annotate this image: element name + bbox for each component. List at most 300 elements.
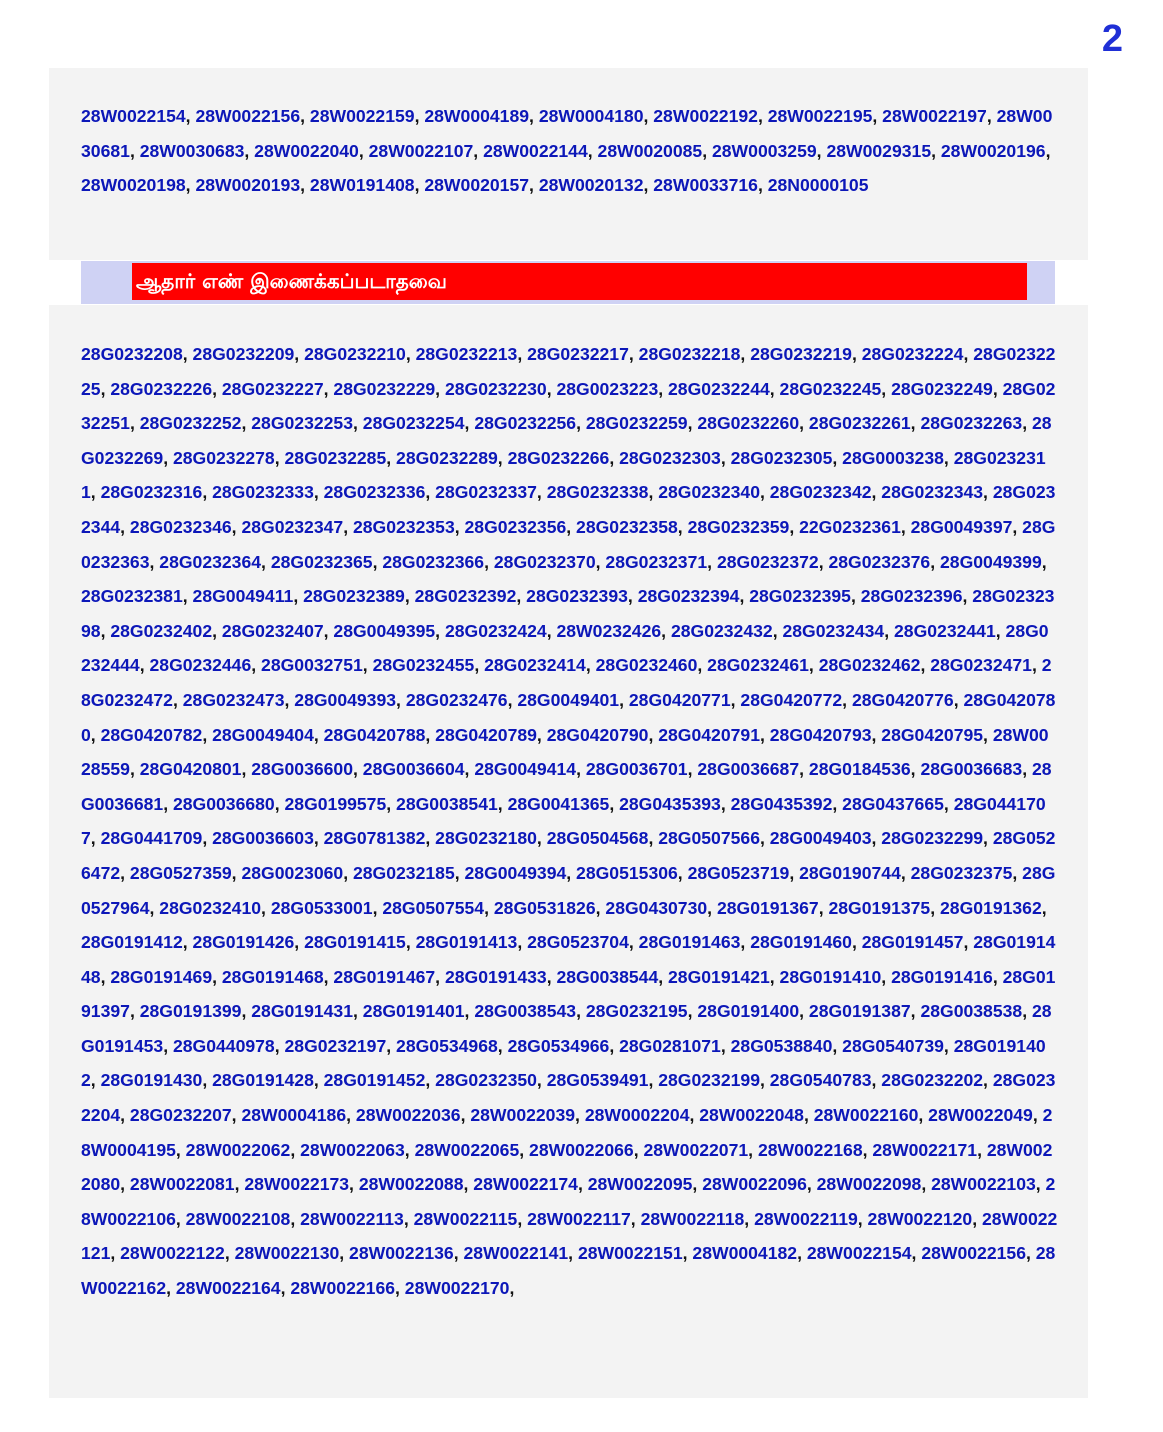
separator: , [284, 689, 295, 710]
unlinked-id: 28G0441709 [100, 828, 203, 849]
separator: , [757, 106, 768, 126]
separator: , [90, 482, 101, 503]
separator: , [759, 1070, 770, 1091]
unlinked-id: 28G0420780 [81, 689, 1056, 745]
separator: , [313, 482, 324, 503]
unlinked-id: 28G0232338 [546, 482, 649, 503]
unlinked-id: 28W0022071 [643, 1139, 749, 1160]
separator: , [884, 620, 894, 641]
separator: , [808, 655, 819, 676]
unlinked-id: 28G0191463 [638, 932, 741, 953]
separator: , [995, 620, 1006, 641]
separator: , [1032, 1105, 1043, 1126]
linked-id: 28W0004180 [538, 106, 644, 126]
separator: , [224, 1243, 235, 1264]
unlinked-id: 28G0420790 [546, 724, 649, 745]
separator: , [628, 344, 639, 364]
separator: , [1041, 551, 1047, 572]
separator: , [1022, 413, 1032, 434]
unlinked-id: 28G0232424 [444, 620, 547, 641]
separator: , [930, 551, 940, 572]
separator: , [759, 724, 770, 745]
unlinked-id: 28G0232381 [81, 586, 183, 607]
unlinked-id: 28G0232195 [585, 1001, 688, 1022]
unlinked-id: 28G0420789 [435, 724, 537, 745]
unlinked-id: 28G0232337 [435, 482, 537, 503]
unlinked-id: 28G0232197 [284, 1035, 387, 1056]
separator: , [425, 724, 436, 745]
unlinked-id: 28G0232249 [891, 378, 993, 399]
separator: , [707, 551, 717, 572]
separator: , [943, 793, 954, 814]
separator: , [536, 482, 547, 503]
separator: , [744, 1208, 755, 1229]
separator: , [577, 1174, 588, 1195]
separator: , [358, 140, 369, 161]
separator: , [313, 828, 324, 849]
separator: , [648, 828, 659, 849]
unlinked-id: 28G0232396 [860, 586, 963, 607]
unlinked-id: 28G0191400 [697, 1001, 800, 1022]
separator: , [300, 175, 310, 196]
separator: , [163, 1035, 173, 1056]
separator: , [630, 1208, 641, 1229]
separator: , [120, 1174, 130, 1195]
unlinked-id: 28G0191367 [716, 897, 819, 918]
unlinked-id: 28W0028559 [81, 724, 1049, 780]
separator: , [1012, 516, 1023, 537]
separator: , [343, 862, 353, 883]
separator: , [323, 378, 334, 399]
separator: , [435, 966, 445, 987]
unlinked-id: 28G0184536 [808, 759, 911, 780]
separator: , [628, 932, 639, 953]
separator: , [772, 620, 783, 641]
unlinked-id: 28W0022164 [175, 1278, 281, 1299]
separator: , [202, 1070, 213, 1091]
unlinked-id: 28G0232208 [81, 344, 183, 364]
unlinked-id: 28G0507566 [658, 828, 760, 849]
separator: , [682, 1243, 693, 1264]
separator: , [529, 175, 539, 196]
separator: , [386, 447, 397, 468]
unlinked-id: 28W0022098 [816, 1174, 922, 1195]
unlinked-id: 28G0232213 [415, 344, 518, 364]
unlinked-id: 28G0191387 [808, 1001, 911, 1022]
separator: , [832, 447, 843, 468]
separator: , [595, 897, 606, 918]
unlinked-id: 28G0232407 [221, 620, 324, 641]
unlinked-id: 28G0232358 [576, 516, 678, 537]
separator: , [851, 932, 862, 953]
unlinked-id: 28G0232375 [910, 862, 1013, 883]
unlinked-id: 28W0022162 [81, 1243, 1056, 1299]
unlinked-id: 28G0232263 [920, 413, 1023, 434]
unlinked-id: 28W0022088 [358, 1174, 464, 1195]
separator: , [930, 897, 940, 918]
separator: , [648, 1070, 659, 1091]
separator: , [529, 106, 539, 126]
unlinked-id: 28W0022166 [290, 1278, 396, 1299]
unlinked-id: 28G0527359 [129, 862, 232, 883]
linked-id: 28W0030683 [139, 140, 245, 161]
separator: , [484, 897, 494, 918]
separator: , [687, 759, 698, 780]
unlinked-id: 28W0022156 [921, 1243, 1026, 1264]
unlinked-id: 28G0232254 [362, 413, 465, 434]
unlinked-id: 28G0232226 [110, 378, 213, 399]
separator: , [931, 140, 941, 161]
unlinked-id: 28G0232225 [81, 344, 1056, 399]
unlinked-id: 28G0049401 [517, 689, 620, 710]
separator: , [769, 966, 780, 987]
separator: , [619, 689, 629, 710]
separator: , [404, 1139, 415, 1160]
separator: , [799, 413, 809, 434]
unlinked-id: 28G0232342 [769, 482, 872, 503]
unlinked-id: 28G0232444 [81, 620, 1049, 676]
unlinked-id: 28G0531826 [493, 897, 596, 918]
separator: , [576, 413, 586, 434]
unlinked-id: 28W0022130 [234, 1243, 340, 1264]
unlinked-id: 28G0232180 [435, 828, 537, 849]
separator: , [129, 413, 140, 434]
linked-id: 28W0033716 [653, 175, 758, 196]
separator: , [566, 862, 577, 883]
separator: , [110, 1243, 121, 1264]
separator: , [953, 689, 964, 710]
unlinked-id: 28G0232261 [808, 413, 911, 434]
separator: , [182, 586, 193, 607]
unlinked-id: 28W0022120 [867, 1208, 973, 1229]
unlinked-id: 28G0038541 [396, 793, 498, 814]
separator: , [832, 1035, 843, 1056]
separator: , [677, 862, 688, 883]
separator: , [910, 413, 921, 434]
unlinked-id: 28W0022065 [414, 1139, 520, 1160]
separator: , [474, 655, 485, 676]
separator: , [920, 655, 931, 676]
unlinked-id: 28G0191433 [444, 966, 547, 987]
unlinked-id: 28G0191415 [304, 932, 406, 953]
unlinked-id: 28G0232353 [352, 516, 455, 537]
separator: , [454, 516, 465, 537]
unlinked-id: 28G0191416 [891, 966, 993, 987]
separator: , [576, 759, 586, 780]
linked-ids-panel [49, 68, 1088, 260]
separator: , [90, 724, 101, 745]
unlinked-id: 28G0232363 [81, 516, 1056, 572]
separator: , [386, 793, 397, 814]
unlinked-id: 28G0049411 [192, 586, 294, 607]
unlinked-id: 28G0191467 [333, 966, 436, 987]
unlinked-id: 28G0420776 [851, 689, 954, 710]
separator: , [100, 620, 111, 641]
unlinked-id: 28G0191421 [668, 966, 770, 987]
linked-id: 28W0020132 [538, 175, 644, 196]
unlinked-id: 28G0534968 [396, 1035, 498, 1056]
separator: , [702, 140, 712, 161]
separator: , [818, 551, 829, 572]
separator: , [261, 897, 271, 918]
unlinked-id: 28G0032751 [261, 655, 363, 676]
unlinked-id: 28G0232398 [81, 586, 1055, 641]
separator: , [120, 1105, 130, 1126]
unlinked-id: 28W0022081 [129, 1174, 235, 1195]
separator: , [149, 551, 160, 572]
unlinked-id: 28G0232253 [251, 413, 353, 434]
unlinked-id: 28G0023060 [241, 862, 344, 883]
linked-id: 28W0022156 [195, 106, 301, 126]
separator: , [294, 932, 305, 953]
separator: , [789, 516, 800, 537]
linked-id: 28W0022040 [254, 140, 359, 161]
separator: , [90, 1070, 101, 1091]
unlinked-id: 28W0022141 [463, 1243, 569, 1264]
unlinked-id: 28G0191430 [100, 1070, 203, 1091]
unlinked-id: 28G0504568 [546, 828, 649, 849]
unlinked-id: 28G0191375 [828, 897, 931, 918]
unlinked-id: 28G0232359 [687, 516, 790, 537]
unlinked-id: 28G0199575 [284, 793, 387, 814]
separator: , [464, 413, 475, 434]
unlinked-id: 28W0022049 [928, 1105, 1033, 1126]
separator: , [129, 1001, 140, 1022]
separator: , [100, 966, 111, 987]
separator: , [921, 1174, 932, 1195]
unlinked-id: 28G0232316 [100, 482, 203, 503]
unlinked-id: 28G0232229 [333, 378, 436, 399]
separator: , [231, 862, 242, 883]
unlinked-id: 28G0232311 [81, 447, 1046, 503]
separator: , [740, 932, 751, 953]
unlinked-id: 28G0232333 [212, 482, 314, 503]
unlinked-id: 28W0022095 [587, 1174, 693, 1195]
unlinked-id: 28W0022121 [81, 1208, 1058, 1264]
unlinked-id: 28W0022048 [699, 1105, 804, 1126]
unlinked-id: 28W0022106 [81, 1174, 1056, 1229]
separator: , [687, 413, 698, 434]
unlinked-id: 28G0038544 [556, 966, 659, 987]
unlinked-id: 28G0191426 [192, 932, 295, 953]
separator: , [129, 759, 140, 780]
separator: , [546, 378, 557, 399]
separator: , [911, 1243, 922, 1264]
separator: , [244, 140, 255, 161]
linked-id: 28W0022159 [309, 106, 415, 126]
unlinked-id: 28G0191468 [221, 966, 324, 987]
linked-id: 28W0022144 [483, 140, 588, 161]
separator: , [464, 759, 475, 780]
separator: , [803, 1105, 814, 1126]
separator: , [977, 1139, 987, 1160]
separator: , [425, 1070, 436, 1091]
separator: , [720, 447, 731, 468]
separator: , [241, 759, 252, 780]
unlinked-id: 28G0232376 [828, 551, 931, 572]
separator: , [633, 1139, 644, 1160]
separator: , [300, 106, 310, 126]
unlinked-id: 28G0191402 [81, 1035, 1046, 1091]
unlinked-id: 28G0232199 [658, 1070, 760, 1091]
separator: , [405, 344, 416, 364]
separator: , [202, 828, 213, 849]
unlinked-id: 28G0232219 [750, 344, 852, 364]
separator: , [648, 482, 659, 503]
separator: , [313, 1070, 324, 1091]
separator: , [1031, 655, 1042, 676]
unlinked-id: 28G0036604 [362, 759, 465, 780]
separator: , [343, 516, 353, 537]
separator: , [166, 1278, 176, 1299]
separator: , [881, 966, 892, 987]
unlinked-id: 28G0191399 [139, 1001, 242, 1022]
unlinked-id: 28G0191457 [861, 932, 964, 953]
separator: , [460, 1105, 471, 1126]
separator: , [435, 620, 445, 641]
separator: , [163, 793, 173, 814]
separator: , [862, 1139, 873, 1160]
separator: , [983, 724, 993, 745]
separator: , [212, 620, 222, 641]
separator: , [274, 447, 285, 468]
unlinked-id: 28G0539491 [546, 1070, 649, 1091]
separator: , [871, 828, 882, 849]
separator: , [274, 793, 285, 814]
unlinked-id: 28G0420793 [769, 724, 872, 745]
unlinked-id: 28W0004195 [81, 1105, 1053, 1160]
unlinked-id: 28G0190744 [799, 862, 901, 883]
unlinked-id: 28G0232389 [303, 586, 405, 607]
unlinked-id: 28W0022151 [577, 1243, 683, 1264]
unlinked-id: 28G0523704 [527, 932, 629, 953]
separator: , [386, 1035, 397, 1056]
separator: , [139, 655, 150, 676]
separator: , [175, 1208, 186, 1229]
unlinked-id: 28G0232224 [861, 344, 964, 364]
unlinked-id: 28W0232426 [556, 620, 662, 641]
separator: , [757, 175, 768, 196]
separator: , [643, 175, 654, 196]
separator: , [609, 1035, 620, 1056]
unlinked-id: 28G0232259 [585, 413, 688, 434]
separator: , [910, 759, 921, 780]
unlinked-id: 28G0191362 [940, 897, 1042, 918]
unlinked-id: 28G0232278 [172, 447, 275, 468]
separator: , [251, 655, 262, 676]
unlinked-id: 28G0232393 [526, 586, 628, 607]
unlinked-id: 28G0232244 [668, 378, 770, 399]
unlinked-id: 28G0420782 [100, 724, 203, 745]
unlinked-id: 28G0232473 [182, 689, 285, 710]
unlinked-id: 28G0523719 [687, 862, 790, 883]
unlinked-id: 28W0022117 [527, 1208, 631, 1229]
unlinked-id: 28W0022174 [473, 1174, 578, 1195]
separator: , [519, 1139, 530, 1160]
unlinked-id: 28W0022115 [413, 1208, 518, 1229]
linked-id: 28W0022195 [767, 106, 873, 126]
linked-id: 28W0020157 [424, 175, 530, 196]
unlinked-id: 28G0191428 [212, 1070, 314, 1091]
separator: , [536, 1070, 547, 1091]
unlinked-id: 28G0232350 [435, 1070, 537, 1091]
separator: , [658, 966, 669, 987]
separator: , [910, 1001, 921, 1022]
unlinked-id: 28G0538840 [730, 1035, 833, 1056]
unlinked-id: 28G0232395 [749, 586, 851, 607]
unlinked-id: 28G0281071 [619, 1035, 721, 1056]
unlinked-id: 28G0232344 [81, 482, 1056, 537]
unlinked-id: 28W0004182 [692, 1243, 798, 1264]
separator: , [871, 1070, 882, 1091]
separator: , [202, 724, 213, 745]
separator: , [234, 1174, 245, 1195]
unlinked-id: 28G0232455 [372, 655, 475, 676]
unlinked-id: 28W0022108 [185, 1208, 291, 1229]
separator: , [546, 966, 557, 987]
separator: , [280, 1278, 291, 1299]
separator: , [842, 689, 852, 710]
separator: , [1035, 1174, 1046, 1195]
unlinked-id: 28G0232347 [241, 516, 344, 537]
separator: , [404, 586, 415, 607]
separator: , [566, 516, 577, 537]
unlinked-id: 28G0023223 [556, 378, 659, 399]
separator: , [425, 828, 436, 849]
unlinked-id: 28W0022080 [81, 1139, 1053, 1195]
unlinked-id: 28G0232209 [192, 344, 295, 364]
separator: , [353, 413, 363, 434]
separator: , [918, 1105, 929, 1126]
separator: , [643, 106, 654, 126]
separator: , [536, 828, 547, 849]
separator: , [294, 344, 305, 364]
separator: , [100, 378, 111, 399]
separator: , [202, 482, 213, 503]
unlinked-id: 28W0022096 [702, 1174, 807, 1195]
separator: , [1045, 140, 1051, 161]
separator: , [231, 516, 242, 537]
unlinked-id: 28G0049414 [474, 759, 577, 780]
unlinked-id: 28G0049395 [333, 620, 436, 641]
unlinked-id: 28G0232346 [129, 516, 232, 537]
separator: , [403, 1208, 414, 1229]
separator: , [464, 1001, 475, 1022]
unlinked-id: 28G0540739 [842, 1035, 944, 1056]
unlinked-ids-panel [49, 305, 1088, 1398]
separator: , [720, 1035, 731, 1056]
separator: , [339, 1243, 350, 1264]
unlinked-id: 28G0191397 [81, 966, 1056, 1022]
unlinked-id: 28G0232372 [716, 551, 819, 572]
unlinked-id: 28G0232366 [382, 551, 485, 572]
unlinked-id: 28G0420771 [628, 689, 731, 710]
unlinked-id: 28W0022103 [931, 1174, 1036, 1195]
separator: , [473, 140, 484, 161]
separator: , [986, 106, 997, 126]
unlinked-id: 28G0232364 [159, 551, 262, 572]
separator: , [212, 378, 222, 399]
unlinked-id: 28W0022170 [404, 1278, 510, 1299]
unlinked-id: 28G0036681 [81, 759, 1052, 814]
unlinked-id: 28G0526472 [81, 828, 1056, 883]
separator: , [677, 516, 688, 537]
unlinked-id: 28W0022118 [640, 1208, 745, 1229]
unlinked-id: 28G0232461 [707, 655, 809, 676]
unlinked-id: 28W0022171 [872, 1139, 978, 1160]
separator: , [323, 620, 334, 641]
unlinked-id: 28W0022168 [757, 1139, 863, 1160]
